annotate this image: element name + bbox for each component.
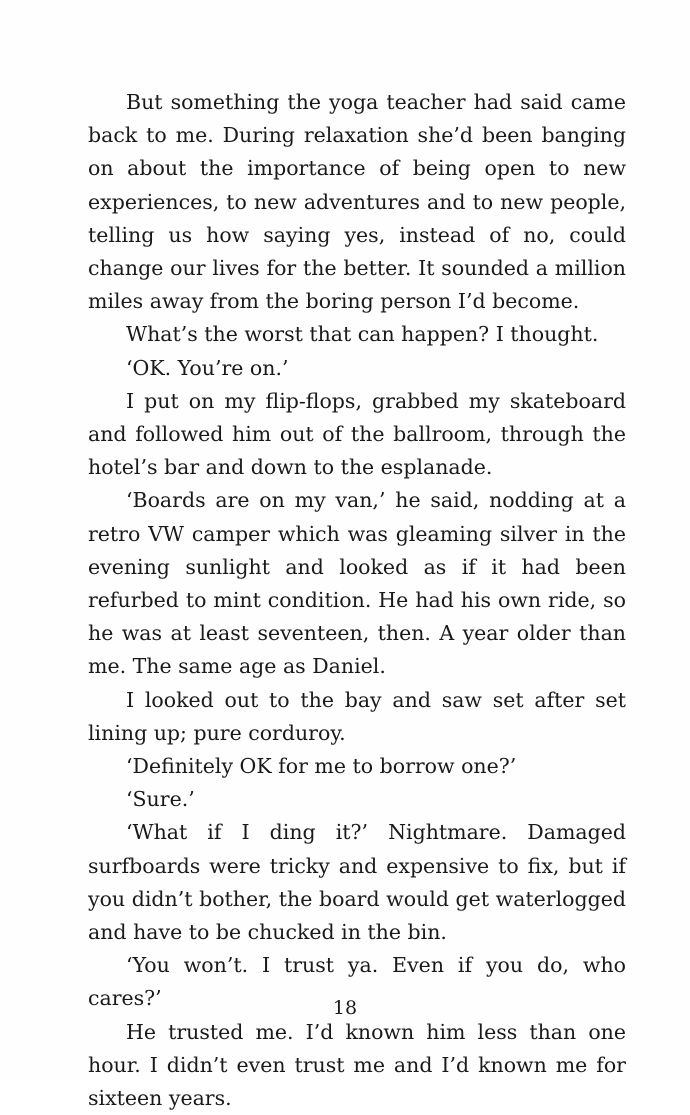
paragraph: ‘Boards are on my van,’ he said, nodding at a retro VW camper which was gleaming silver in the evening sunlight and looked as if it had been refurbed to mint condition. He had his own ride, so he was at least seventeen, then. A year older than me. The same age as Daniel. — [88, 488, 626, 679]
paragraph: ‘What if I ding it?’ Nightmare. Damaged surfboards were tricky and expensive to fix, but if you didn’t bother, the board would get waterlogged and have to be chucked in the bin. — [88, 820, 626, 945]
paragraph: But something the yoga teacher had said came back to me. During relaxation she’d been banging on about the importance of being open to new experiences, to new adventures and to new people, telling us how saying yes, instead of no, could change our lives for the better. It sounded a million miles away from the boring person I’d become. — [88, 90, 626, 314]
paragraph: He trusted me. I’d known him less than one hour. I didn’t even trust me and I’d known me for sixteen years. — [88, 1019, 626, 1111]
paragraph: What’s the worst that can happen? I thought. — [126, 322, 599, 347]
body-text — [88, 86, 626, 1115]
paragraph: ‘You won’t. I trust ya. Even if you do, who cares?’ — [88, 953, 626, 1011]
paragraph: I put on my flip-flops, grabbed my skateboard and followed him out of the ballroom, through the hotel’s bar and down to the esplanade. — [88, 388, 626, 480]
page-number: 18 — [332, 997, 358, 1019]
paragraph: ‘Sure.’ — [126, 787, 195, 812]
paragraph: ‘OK. You’re on.’ — [126, 355, 289, 380]
paragraph: ‘Definitely OK for me to borrow one?’ — [126, 754, 517, 779]
paragraph: I looked out to the bay and saw set after set lining up; pure corduroy. — [88, 687, 626, 745]
